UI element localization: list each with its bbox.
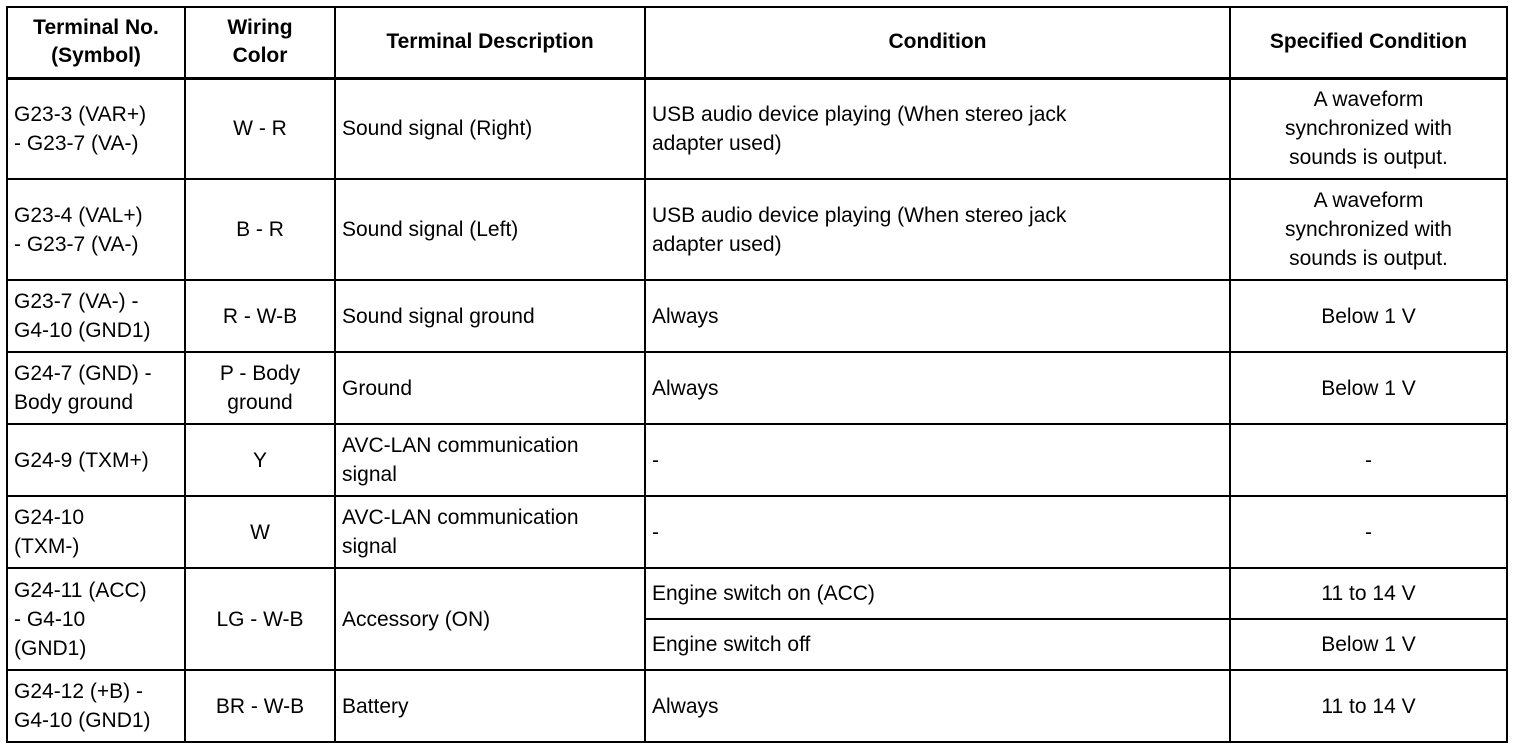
cell-specified-condition (1230, 496, 1507, 568)
table-row (7, 78, 1507, 179)
cell-specified-condition-text: sounds is output. (1289, 146, 1448, 170)
table-header (7, 7, 1507, 78)
table-row (7, 568, 1507, 619)
cell-specified-condition-text: 11 to 14 V (1321, 694, 1416, 718)
cell-terminal-text: (TXM-) (14, 535, 80, 558)
cell-specified-condition (1230, 352, 1507, 424)
cell-wiring-color (185, 179, 335, 280)
cell-wiring-color (185, 352, 335, 424)
cell-wiring-color (185, 568, 335, 670)
cell-specified-condition-text: synchronized with (1285, 117, 1452, 141)
cell-terminal-text: G4-10 (GND1) (14, 709, 151, 732)
cell-condition-text: Engine switch on (ACC) (652, 582, 875, 605)
header-text: (Symbol) (51, 44, 141, 68)
cell-terminal-description-text: Sound signal (Right) (342, 117, 533, 141)
cell-terminal-description (335, 280, 645, 352)
cell-terminal-description-text: signal (342, 463, 397, 486)
cell-wiring-color-text: Y (252, 448, 267, 472)
table-row (7, 496, 1507, 568)
cell-condition-text: Always (652, 304, 719, 328)
cell-wiring-color-text: W - R (233, 117, 287, 141)
table-row (7, 424, 1507, 496)
cell-wiring-color (185, 78, 335, 179)
header-text: Condition (888, 30, 987, 54)
cell-wiring-color-text: ground (227, 391, 293, 414)
cell-condition-text: Always (652, 376, 719, 400)
cell-specified-condition-text: Below 1 V (1321, 633, 1416, 656)
cell-terminal-text: - G23-7 (VA-) (14, 232, 139, 256)
cell-wiring-color (185, 496, 335, 568)
table-body (7, 78, 1507, 742)
cell-terminal (7, 424, 185, 496)
header-text: Color (232, 44, 288, 68)
cell-wiring-color (185, 670, 335, 742)
header-terminal-description (335, 7, 645, 78)
cell-terminal-description-text: Sound signal (Left) (342, 218, 519, 241)
cell-condition-text: adapter used) (652, 232, 782, 256)
cell-specified-condition-text: Below 1 V (1321, 304, 1416, 328)
cell-condition (645, 352, 1230, 424)
cell-terminal-text: G23-7 (VA-) - (14, 290, 139, 313)
cell-terminal (7, 280, 185, 352)
cell-specified-condition (1230, 568, 1507, 619)
cell-condition (645, 78, 1230, 179)
cell-specified-condition-text: - (1365, 448, 1372, 472)
cell-terminal (7, 670, 185, 742)
cell-terminal-text: (GND1) (14, 636, 87, 660)
cell-terminal-text: G23-3 (VAR+) (14, 102, 147, 126)
cell-condition-text: Always (652, 694, 719, 718)
cell-condition-text: - (652, 448, 659, 472)
cell-terminal-text: - G4-10 (14, 607, 86, 631)
table-row (7, 670, 1507, 742)
header-text: Terminal Description (386, 30, 594, 54)
cell-terminal-description (335, 179, 645, 280)
table-row (7, 352, 1507, 424)
cell-condition (645, 568, 1230, 619)
cell-terminal-text: G23-4 (VAL+) (14, 203, 143, 227)
cell-terminal-description-text: Ground (342, 376, 413, 400)
cell-condition (645, 179, 1230, 280)
cell-terminal-description (335, 78, 645, 179)
cell-condition-text: USB audio device playing (When stereo jack (652, 203, 1067, 227)
header-text: Terminal No. (33, 16, 159, 40)
cell-condition (645, 670, 1230, 742)
header-wiring-color (185, 7, 335, 78)
cell-specified-condition-text: sounds is output. (1289, 247, 1448, 270)
cell-specified-condition-text: A waveform (1313, 88, 1424, 112)
cell-specified-condition-text: - (1365, 520, 1372, 544)
cell-specified-condition (1230, 179, 1507, 280)
cell-terminal-description (335, 670, 645, 742)
cell-specified-condition (1230, 619, 1507, 670)
cell-specified-condition (1230, 670, 1507, 742)
cell-wiring-color-text: R - W-B (222, 304, 298, 328)
cell-condition-text: adapter used) (652, 131, 782, 155)
cell-wiring-color-text: P - Body (219, 362, 301, 385)
terminal-spec-table (6, 6, 1508, 743)
cell-wiring-color-text: BR - W-B (215, 694, 305, 718)
cell-wiring-color-text: LG - W-B (216, 607, 304, 631)
header-text: Wiring (227, 16, 293, 40)
cell-terminal-description-text: signal (342, 535, 397, 558)
cell-specified-condition-text: 11 to 14 V (1321, 582, 1416, 605)
cell-wiring-color (185, 424, 335, 496)
header-text: Specified Condition (1269, 30, 1468, 54)
header-terminal-no (7, 7, 185, 78)
cell-terminal-description (335, 424, 645, 496)
cell-terminal-text: G24-9 (TXM+) (14, 448, 149, 472)
cell-specified-condition-text: synchronized with (1285, 218, 1452, 241)
cell-condition-text: Engine switch off (652, 633, 811, 656)
cell-terminal (7, 352, 185, 424)
header-condition (645, 7, 1230, 78)
cell-specified-condition (1230, 424, 1507, 496)
cell-terminal-text: G24-10 (14, 506, 85, 529)
cell-terminal-description-text: Sound signal ground (342, 304, 535, 328)
table-row (7, 179, 1507, 280)
cell-terminal (7, 78, 185, 179)
cell-terminal-text: G24-12 (+B) - (14, 680, 143, 703)
cell-terminal-description-text: Accessory (ON) (342, 607, 491, 631)
cell-terminal-description-text: AVC-LAN communication (342, 506, 579, 529)
cell-wiring-color-text: B - R (236, 218, 284, 241)
cell-terminal-text: G24-7 (GND) - (14, 362, 152, 385)
cell-terminal-description (335, 568, 645, 670)
table-row (7, 280, 1507, 352)
cell-terminal-text: - G23-7 (VA-) (14, 131, 139, 155)
cell-terminal (7, 568, 185, 670)
cell-terminal-description-text: Battery (342, 694, 409, 718)
cell-condition (645, 424, 1230, 496)
cell-specified-condition (1230, 280, 1507, 352)
cell-terminal (7, 179, 185, 280)
cell-terminal-description (335, 496, 645, 568)
cell-condition (645, 496, 1230, 568)
cell-condition (645, 280, 1230, 352)
cell-terminal-text: G24-11 (ACC) (14, 578, 147, 602)
header-specified-condition (1230, 7, 1507, 78)
cell-terminal-text: G4-10 (GND1) (14, 319, 151, 342)
cell-terminal-description-text: AVC-LAN communication (342, 434, 579, 457)
cell-specified-condition-text: A waveform (1313, 189, 1424, 212)
cell-condition-text: - (652, 520, 659, 544)
cell-terminal-text: Body ground (14, 391, 134, 414)
cell-wiring-color (185, 280, 335, 352)
cell-condition-text: USB audio device playing (When stereo jack (652, 102, 1067, 126)
cell-specified-condition (1230, 78, 1507, 179)
cell-specified-condition-text: Below 1 V (1321, 376, 1416, 400)
cell-wiring-color-text: W (250, 520, 270, 544)
header-row (7, 7, 1507, 78)
cell-terminal (7, 496, 185, 568)
cell-terminal-description (335, 352, 645, 424)
cell-condition (645, 619, 1230, 670)
